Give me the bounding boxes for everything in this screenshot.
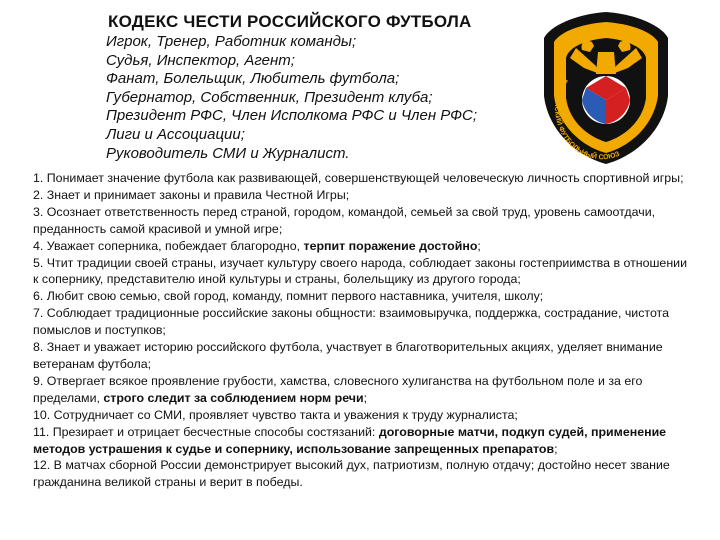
rule-item [33, 373, 695, 407]
rule-item [33, 407, 695, 424]
rule-text: 1. Понимает значение футбола как развивающей, совершенствующей человеческую личность спортивной игры; [33, 171, 684, 185]
rule-text: 4. Уважает соперника, побеждает благородно, [33, 238, 304, 253]
rule-text: 11. Презирает и отрицает бесчестные способы состязаний: [33, 424, 379, 439]
rule-text: ; [554, 441, 558, 456]
roles-list [106, 33, 546, 163]
role-line: Судья, Инспектор, Агент; [106, 51, 295, 69]
role-line: Лиги и Ассоциации; [106, 125, 245, 143]
rule-item [33, 187, 695, 204]
role-line: Губернатор, Собственник, Президент клуба; [106, 88, 433, 106]
rule-emphasis: договорные матчи, подкуп судей, применение методов устрашения к судье и сопернику, использование запрещенных препаратов [33, 424, 667, 456]
rule-text: 3. Осознает ответственность перед страной, городом, командой, семьей за свой труд, уровень самоотдачи, преданность самой красивой и умной игре; [33, 204, 656, 236]
rule-text: 9. Отвергает всякое проявление грубости, хамства, словесного хулиганства на футбольном поле и за его пределами, [33, 373, 643, 405]
rule-item [33, 288, 695, 305]
role-line: Руководитель СМИ и Журналист. [106, 144, 350, 162]
rule-text: ; [477, 238, 481, 253]
rule-text: 2. Знает и принимает законы и правила Честной Игры; [33, 187, 350, 202]
rule-item [33, 457, 695, 491]
rule-item [33, 204, 695, 238]
rule-text: 5. Чтит традиции своей страны, изучает культуру своего народа, соблюдает законы гостеприимства в отношении к сопернику, представителю иной культуры и страны, болельщику из другого города; [33, 255, 688, 287]
rule-item [33, 170, 695, 187]
rfs-emblem-icon [540, 8, 672, 168]
rule-text: 7. Соблюдает традиционные российские законы общности: взаимовыручка, поддержка, сострадание, чистота помыслов и поступков; [33, 306, 669, 338]
rule-emphasis: строго следит за соблюдением норм речи [103, 390, 364, 405]
rfs-emblem-svg [540, 8, 672, 168]
rule-text: ; [363, 390, 368, 405]
rule-item [33, 339, 695, 373]
rule-item [33, 255, 695, 289]
emblem-text: РОССИЙСКИЙ ФУТБОЛЬНЫЙ СОЮЗ [553, 76, 621, 162]
rule-text: 12. В матчах сборной России демонстрирует высокий дух, патриотизм, полную отдачу; достойно несет звание гражданина великой страны и верит в победы. [33, 458, 670, 490]
rules-list [33, 170, 695, 491]
rule-item [33, 424, 695, 458]
rule-item [33, 305, 695, 339]
page-title: КОДЕКС ЧЕСТИ РОССИЙСКОГО ФУТБОЛА [108, 12, 472, 31]
role-line: Игрок, Тренер, Работник команды; [106, 33, 357, 50]
rule-emphasis: терпит поражение достойно [303, 238, 478, 253]
rule-text: 8. Знает и уважает историю российского футбола, участвует в благотворительных акциях, уделяет внимание ветеранам футбола; [33, 340, 663, 371]
role-line: Президент РФС, Член Исполкома РФС и Член РФС; [106, 107, 478, 125]
rule-text: 6. Любит свою семью, свой город, команду, помнит первого наставника, учителя, школу; [33, 289, 544, 304]
rule-item [33, 238, 695, 255]
rule-text: 10. Сотрудничает со СМИ, проявляет чувство такта и уважения к труду журналиста; [33, 407, 518, 422]
role-line: Фанат, Болельщик, Любитель футбола; [106, 70, 400, 88]
